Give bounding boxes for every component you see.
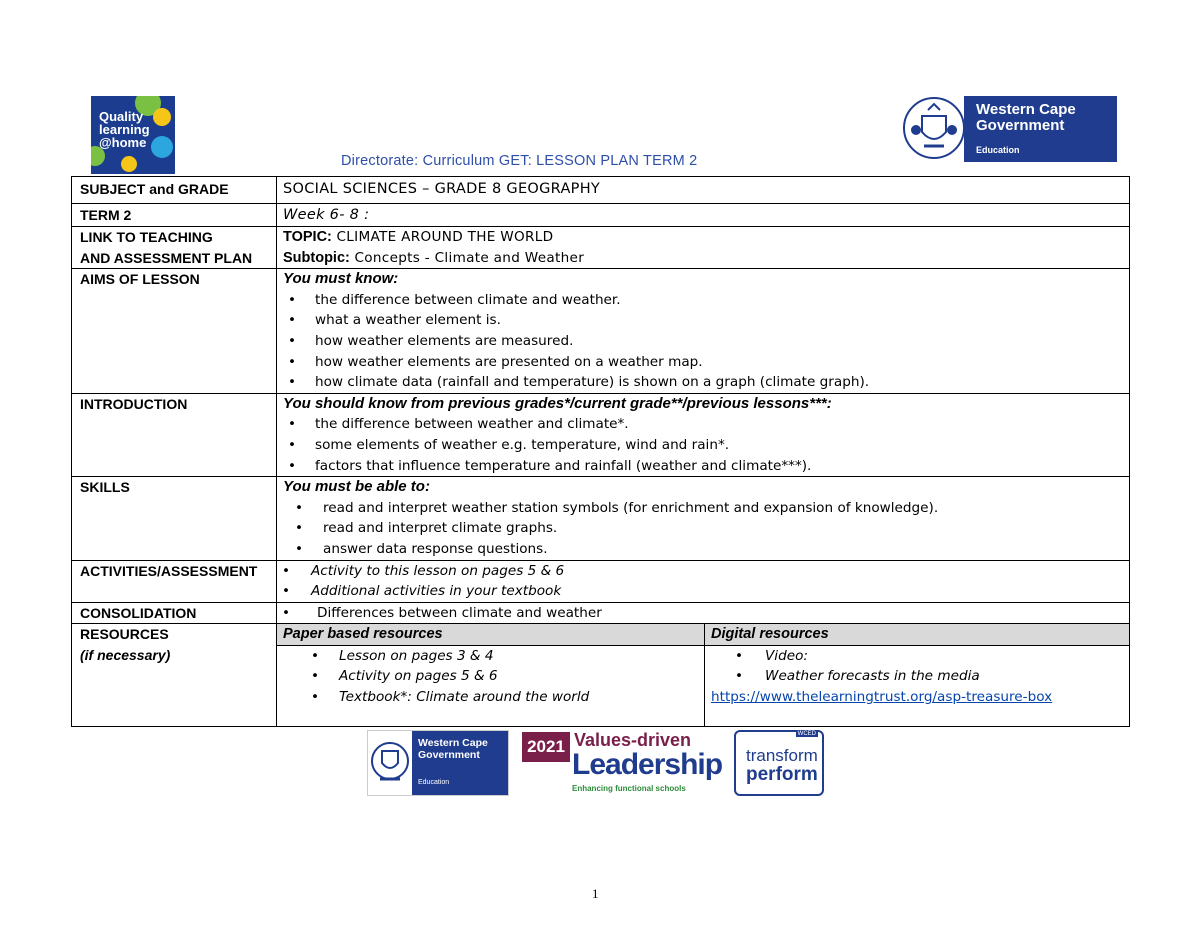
skills-item: • answer data response questions.: [283, 539, 1129, 560]
values-driven-leadership-logo: [522, 730, 723, 794]
western-cape-government-logo: [900, 96, 1117, 162]
paper-resources: [277, 645, 705, 726]
quality-learning-logo: [91, 96, 175, 174]
footer-wcg-logo: [367, 730, 509, 796]
paper-resource-item: • Textbook*: Climate around the world: [277, 687, 704, 708]
aims-item: • how climate data (rainfall and temperature) is shown on a graph (climate graph).: [283, 372, 1129, 393]
resources-label-text: RESOURCES: [80, 626, 169, 643]
skills-content: [277, 477, 1130, 560]
digital-resources-heading: Digital resources: [705, 624, 1130, 646]
wcg-text-2: Government: [976, 117, 1065, 134]
aims-content: [277, 269, 1130, 394]
logo-text-1: Quality: [99, 109, 144, 124]
wcg-text-3: Education: [976, 145, 1020, 155]
paper-resource-item: • Activity on pages 5 & 6: [277, 666, 704, 687]
introduction-item: • some elements of weather e.g. temperature, wind and rain*.: [283, 435, 1129, 456]
logo-text-2: learning: [99, 122, 150, 137]
introduction-content: [277, 393, 1130, 476]
coat-of-arms-icon: [370, 735, 410, 791]
activities-item: • Activity to this lesson on pages 5 & 6: [277, 561, 1129, 582]
topic-label: TOPIC:: [283, 229, 332, 245]
footer-wcg-text-3: Education: [418, 779, 450, 786]
aims-item: • what a weather element is.: [283, 310, 1129, 331]
row-consolidation: [72, 602, 1130, 624]
row-activities: [72, 560, 1130, 602]
resources-label: [72, 624, 277, 727]
tp-line2: perform: [746, 764, 818, 785]
activities-label: ACTIVITIES/ASSESSMENT: [72, 560, 277, 602]
digital-resources: [705, 645, 1130, 726]
footer-wcg-text-2: Government: [418, 749, 480, 761]
row-term: [72, 204, 1130, 227]
introduction-item: • factors that influence temperature and rainfall (weather and climate***).: [283, 456, 1129, 477]
paper-resource-item: • Lesson on pages 3 & 4: [277, 646, 704, 667]
link-label: [72, 227, 277, 269]
aims-label: AIMS OF LESSON: [72, 269, 277, 394]
activities-item: • Additional activities in your textbook: [277, 581, 1129, 602]
vdl-line2: Leadership: [572, 748, 723, 781]
vdl-year: 2021: [522, 732, 570, 762]
directorate-title: Directorate: Curriculum GET: LESSON PLAN TERM 2: [341, 153, 698, 169]
skills-label: SKILLS: [72, 477, 277, 560]
aims-item: • how weather elements are presented on a weather map.: [283, 352, 1129, 373]
transform-perform-logo: [734, 730, 824, 796]
link-label-line1: LINK TO TEACHING: [80, 229, 213, 245]
row-introduction: [72, 393, 1130, 476]
consolidation-item: • Differences between climate and weather: [277, 603, 1129, 624]
subtopic-value: Concepts - Climate and Weather: [349, 249, 585, 266]
aims-item: • how weather elements are measured.: [283, 331, 1129, 352]
paper-resources-heading: Paper based resources: [277, 624, 705, 646]
wcg-text-1: Western Cape: [976, 101, 1076, 118]
page-number: 1: [592, 886, 599, 901]
footer-logos: [0, 730, 1200, 796]
tp-line1: transform: [746, 746, 818, 765]
digital-resource-item: • Video:: [705, 646, 1129, 667]
footer-wcg-text-1: Western Cape: [418, 737, 488, 749]
subtopic-label: Subtopic:: [283, 249, 350, 266]
aims-item: • the difference between climate and weather.: [283, 290, 1129, 311]
lesson-plan-table: [71, 176, 1130, 727]
skills-item: • read and interpret weather station symbols (for enrichment and expansion of knowledge).: [283, 498, 1129, 519]
row-resources-header: [72, 624, 1130, 646]
coat-of-arms-icon: [902, 96, 966, 160]
introduction-heading: You should know from previous grades*/current grade**/previous lessons***:: [283, 394, 832, 412]
activities-content: [277, 560, 1130, 602]
skills-heading: You must be able to:: [283, 478, 430, 496]
skills-item: • read and interpret climate graphs.: [283, 518, 1129, 539]
link-value: [277, 227, 1130, 269]
topic-value: CLIMATE AROUND THE WORLD: [331, 229, 554, 245]
term-label: TERM 2: [72, 204, 277, 227]
row-link: [72, 227, 1130, 269]
row-skills: [72, 477, 1130, 560]
logo-text-3: @home: [99, 135, 147, 150]
wced-badge: WCED: [797, 731, 816, 737]
resources-sublabel: (if necessary): [80, 646, 171, 663]
row-aims: [72, 269, 1130, 394]
subject-label: SUBJECT and GRADE: [72, 177, 277, 204]
vdl-line3: Enhancing functional schools: [572, 784, 686, 793]
consolidation-label: CONSOLIDATION: [72, 602, 277, 624]
aims-heading: You must know:: [283, 270, 399, 288]
vdl-line1: Values-driven: [574, 730, 692, 750]
introduction-item: • the difference between weather and climate*.: [283, 414, 1129, 435]
introduction-label: INTRODUCTION: [72, 393, 277, 476]
treasure-box-link[interactable]: https://www.thelearningtrust.org/asp-treasure-box: [711, 689, 1053, 706]
term-value: Week 6- 8 :: [277, 204, 1130, 227]
consolidation-content: [277, 602, 1130, 624]
subject-value: SOCIAL SCIENCES – GRADE 8 GEOGRAPHY: [277, 177, 1130, 204]
link-label-line2: AND ASSESSMENT PLAN: [80, 249, 253, 266]
digital-resource-item: • Weather forecasts in the media: [705, 666, 1129, 687]
row-subject: [72, 177, 1130, 204]
